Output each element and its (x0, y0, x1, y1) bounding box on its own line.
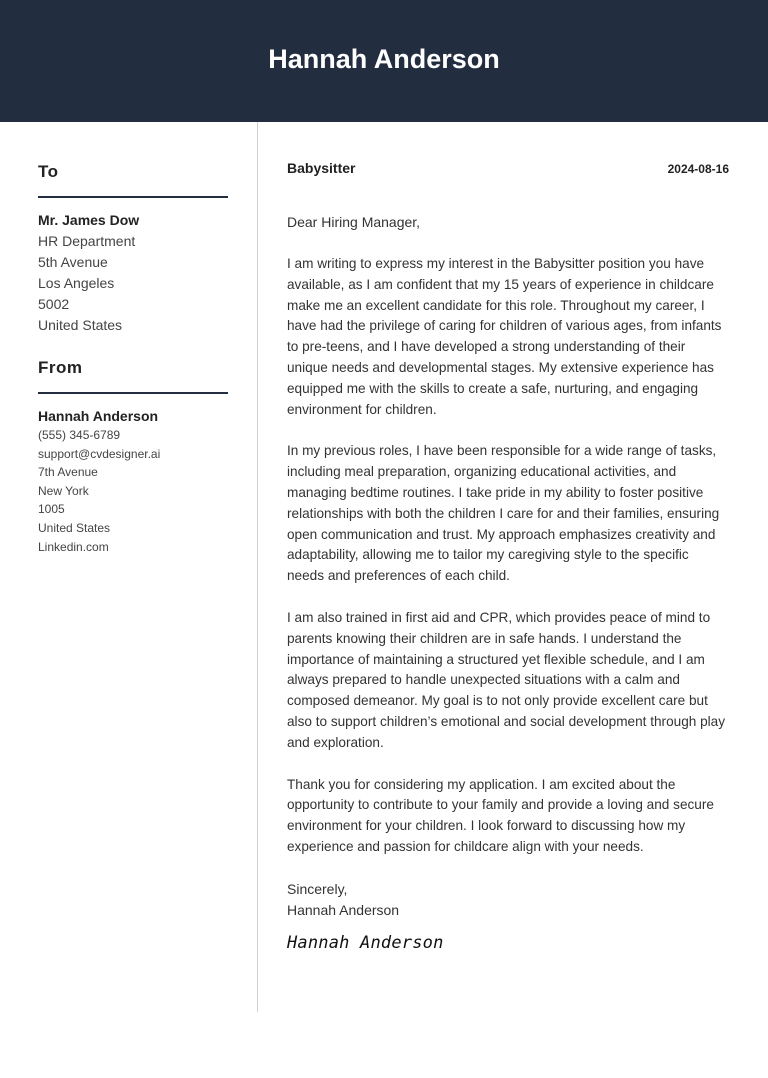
paragraph: I am also trained in first aid and CPR, which provides peace of mind to parents knowing their children are in safe hands. I understand the importance of maintaining a structured yet flexible schedule, and I am always prepared to handle unexpected situations with a calm and composed demeanor. My goal is to not only provide excellent care but also to support children’s emotional and social development through play and exploration. (287, 609, 726, 750)
job-title: Babysitter (287, 160, 356, 176)
paragraph: In my previous roles, I have been responsible for a wide range of tasks, including meal preparation, organizing educational activities, and managing bedtime routines. I take pride in my ability to foster positive relationships with both the children I care for and their families, ensuring open communication and trust. My approach emphasizes creativity and adaptability, allowing me to tailor my caregiving style to the specific needs and preferences of each child. (287, 443, 720, 584)
letter-date: 2024-08-16 (667, 162, 729, 176)
recipient-street: 5th Avenue (38, 254, 108, 270)
closing (287, 879, 729, 921)
sender-country: United States (38, 520, 111, 535)
closing-name: Hannah Anderson (287, 901, 400, 918)
recipient-postcode: 5002 (38, 296, 70, 312)
header-banner (0, 0, 768, 122)
recipient-country: United States (38, 317, 123, 333)
recipient-name: Mr. James Dow (38, 212, 140, 228)
to-heading: To (38, 162, 59, 181)
sender-linkedin: Linkedin.com (38, 539, 109, 554)
recipient-department: HR Department (38, 233, 136, 249)
salutation: Dear Hiring Manager, (287, 214, 421, 230)
letter-body (287, 160, 729, 953)
letter-meta (287, 160, 729, 182)
sender-street: 7th Avenue (38, 465, 98, 480)
from-heading: From (38, 358, 83, 377)
sender-city: New York (38, 483, 89, 498)
sender-block (38, 356, 228, 556)
sender-postcode: 1005 (38, 502, 65, 517)
signature: Hannah Anderson (287, 932, 444, 953)
from-rule (38, 392, 228, 394)
recipient-block (38, 160, 228, 336)
paragraph: Thank you for considering my application. I am excited about the opportunity to contribute to your family and provide a loving and secure environment for your children. I look forward to discussing how my experience and passion for childcare align with your needs. (287, 776, 714, 854)
applicant-name: Hannah Anderson (268, 43, 500, 74)
closing-phrase: Sincerely, (287, 880, 348, 897)
column-divider (257, 122, 258, 1012)
recipient-city: Los Angeles (38, 275, 115, 291)
sender-phone: (555) 345-6789 (38, 428, 121, 442)
to-rule (38, 196, 228, 198)
sidebar (38, 160, 228, 556)
paragraph: I am writing to express my interest in the Babysitter position you have available, as I am confident that my 15 years of experience in childcare make me an excellent candidate for this role. Throughout my career, I have had the privilege of caring for children of various ages, from infants to pre-teens, and I have developed a strong understanding of their unique needs and developmental stages. My extensive experience has equipped me with the skills to create a safe, nurturing, and engaging environment for children. (287, 256, 722, 417)
sender-name: Hannah Anderson (38, 408, 159, 424)
sender-email: support@cvdesigner.ai (38, 446, 161, 461)
